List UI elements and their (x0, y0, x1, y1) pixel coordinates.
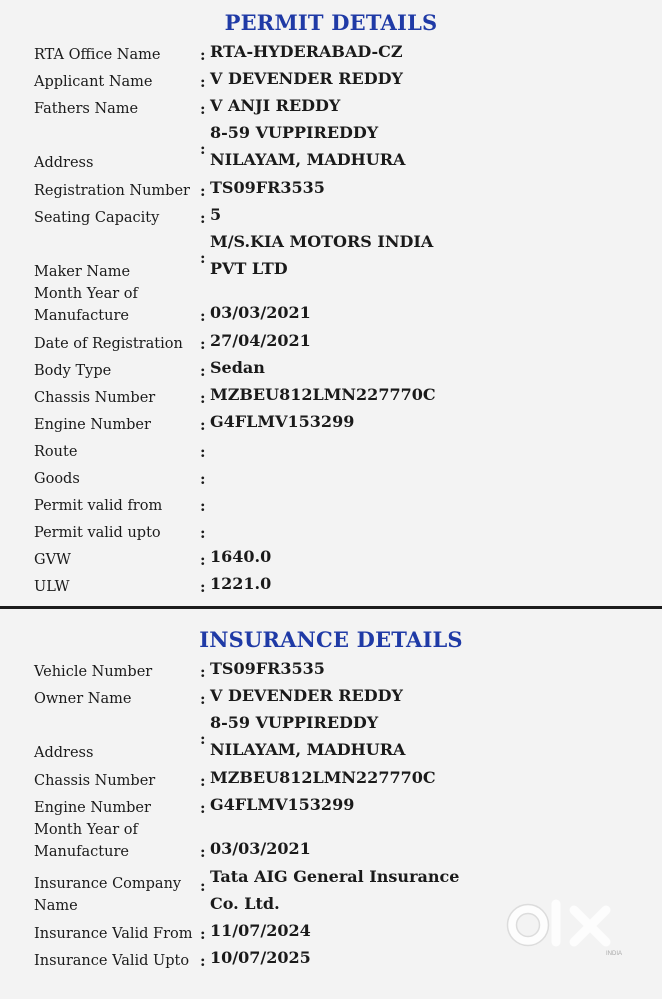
colon: : (200, 578, 206, 596)
value-manufacture: 03/03/2021 (210, 303, 311, 322)
value-gvw: 1640.0 (210, 547, 272, 566)
colon: : (200, 690, 206, 708)
colon: : (200, 443, 206, 461)
label-owner: Owner Name (34, 691, 132, 707)
label-vehicle-number: Vehicle Number (34, 664, 153, 680)
value-ins-address-line2: NILAYAM, MADHURA (210, 740, 406, 759)
label-company-line1: Insurance Company (34, 876, 182, 892)
value-fathers: V ANJI REDDY (210, 96, 341, 115)
label-permit-valid-upto: Permit valid upto (34, 525, 161, 541)
label-registration: Registration Number (34, 183, 190, 199)
colon: : (200, 307, 206, 325)
olx-logo-svg (506, 898, 624, 958)
value-ins-engine: G4FLMV153299 (210, 795, 355, 814)
colon: : (200, 877, 206, 895)
value-maker-line1: M/S.KIA MOTORS INDIA (210, 232, 434, 251)
label-maker: Maker Name (34, 264, 131, 280)
permit-title: PERMIT DETAILS (224, 10, 438, 35)
insurance-title: INSURANCE DETAILS (199, 627, 463, 652)
value-owner: V DEVENDER REDDY (210, 686, 403, 705)
section-divider (0, 606, 662, 609)
value-ulw: 1221.0 (210, 574, 272, 593)
value-company-line1: Tata AIG General Insurance (210, 867, 460, 886)
colon: : (200, 843, 206, 861)
label-ins-valid-upto: Insurance Valid Upto (34, 953, 190, 969)
value-ins-chassis: MZBEU812LMN227770C (210, 768, 436, 787)
label-ins-manufacture-line2: Manufacture (34, 844, 129, 860)
label-company-line2: Name (34, 898, 78, 914)
label-manufacture-line1: Month Year of (34, 286, 138, 302)
label-route: Route (34, 444, 78, 460)
colon: : (200, 497, 206, 515)
label-body-type: Body Type (34, 363, 112, 379)
label-ins-valid-from: Insurance Valid From (34, 926, 193, 942)
value-company-line2: Co. Ltd. (210, 894, 280, 913)
label-ins-chassis: Chassis Number (34, 773, 156, 789)
label-rta-office: RTA Office Name (34, 47, 161, 63)
colon: : (200, 100, 206, 118)
value-body-type: Sedan (210, 358, 265, 377)
value-vehicle-number: TS09FR3535 (210, 659, 325, 678)
olx-logo-icon (506, 898, 624, 958)
colon: : (200, 362, 206, 380)
label-engine: Engine Number (34, 417, 151, 433)
label-permit-valid-from: Permit valid from (34, 498, 163, 514)
value-maker-line2: PVT LTD (210, 259, 288, 278)
label-address: Address (34, 155, 94, 171)
value-address-line2: NILAYAM, MADHURA (210, 150, 406, 169)
value-rta-office: RTA-HYDERABAD-CZ (210, 42, 403, 61)
value-address-line1: 8-59 VUPPIREDDY (210, 123, 379, 142)
colon: : (200, 416, 206, 434)
colon: : (200, 524, 206, 542)
label-ins-engine: Engine Number (34, 800, 151, 816)
label-manufacture-line2: Manufacture (34, 308, 129, 324)
label-ins-manufacture-line1: Month Year of (34, 822, 138, 838)
label-fathers: Fathers Name (34, 101, 139, 117)
colon: : (200, 799, 206, 817)
colon: : (200, 182, 206, 200)
label-goods: Goods (34, 471, 80, 487)
label-chassis: Chassis Number (34, 390, 156, 406)
value-date-registration: 27/04/2021 (210, 331, 311, 350)
value-registration: TS09FR3535 (210, 178, 325, 197)
colon: : (200, 140, 206, 158)
value-applicant: V DEVENDER REDDY (210, 69, 403, 88)
value-ins-manufacture: 03/03/2021 (210, 839, 311, 858)
value-ins-address-line1: 8-59 VUPPIREDDY (210, 713, 379, 732)
colon: : (200, 925, 206, 943)
colon: : (200, 249, 206, 267)
value-chassis: MZBEU812LMN227770C (210, 385, 436, 404)
label-gvw: GVW (34, 552, 71, 568)
colon: : (200, 335, 206, 353)
watermark-sub: INDIA (606, 951, 623, 957)
value-ins-valid-from: 11/07/2024 (210, 921, 311, 940)
label-ulw: ULW (34, 579, 70, 595)
colon: : (200, 952, 206, 970)
label-date-registration: Date of Registration (34, 336, 183, 352)
label-applicant: Applicant Name (34, 74, 153, 90)
colon: : (200, 389, 206, 407)
colon: : (200, 663, 206, 681)
colon: : (200, 772, 206, 790)
label-seating: Seating Capacity (34, 210, 160, 226)
colon: : (200, 551, 206, 569)
colon: : (200, 46, 206, 64)
colon: : (200, 730, 206, 748)
colon: : (200, 209, 206, 227)
colon: : (200, 470, 206, 488)
value-ins-valid-upto: 10/07/2025 (210, 948, 311, 967)
colon: : (200, 73, 206, 91)
label-ins-address: Address (34, 745, 94, 761)
value-seating: 5 (210, 205, 222, 224)
value-engine: G4FLMV153299 (210, 412, 355, 431)
